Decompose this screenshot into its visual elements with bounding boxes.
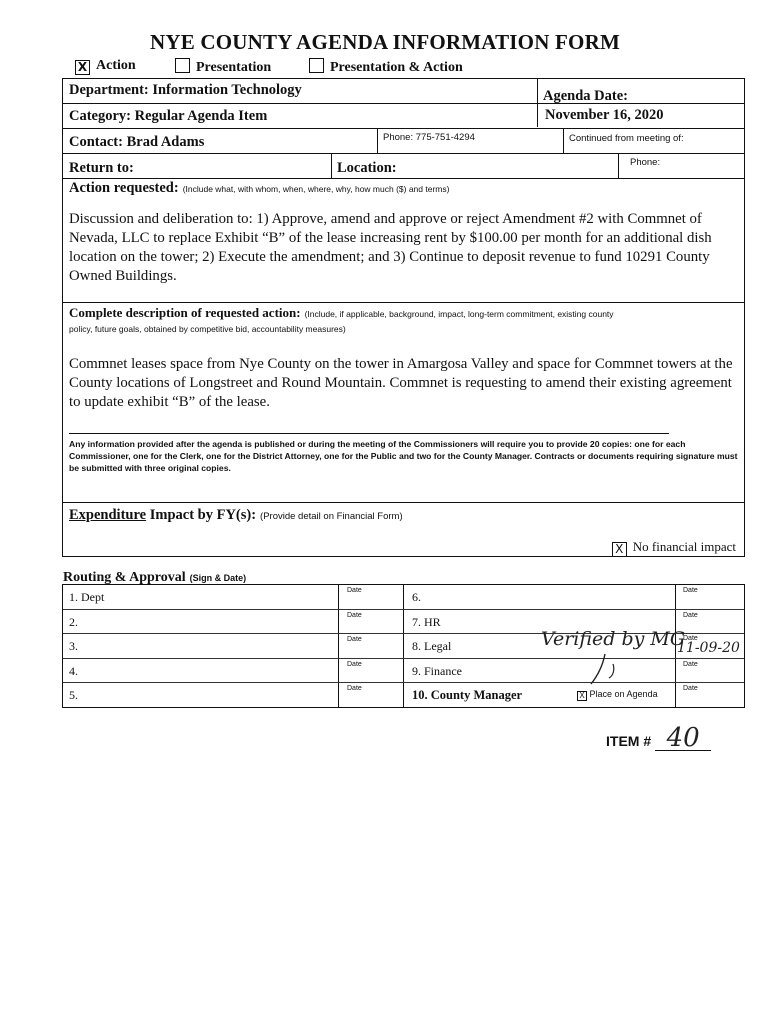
table-row	[63, 628, 744, 659]
department-field[interactable]: Department: Information Technology	[69, 82, 302, 98]
complete-description-section	[63, 303, 744, 503]
complete-desc-hint-b: policy, future goals, obtained by competitive bid, accountability measures)	[69, 324, 346, 334]
date-label[interactable]: Date	[347, 660, 362, 668]
action-requested-section	[63, 178, 744, 303]
action-requested-hint: (Include what, with whom, when, where, why, how much ($) and terms)	[182, 184, 450, 194]
department-row	[63, 79, 744, 104]
phone2-field[interactable]: Phone:	[630, 157, 661, 168]
table-row	[63, 683, 744, 707]
routing-hint: (Sign & Date)	[189, 573, 247, 583]
routing-county-manager[interactable]: 10. County Manager	[412, 688, 523, 702]
category-row	[63, 104, 744, 129]
contact-field[interactable]: Contact: Brad Adams	[69, 134, 205, 150]
table-row	[63, 659, 744, 684]
checkbox-presentation[interactable]	[175, 58, 190, 73]
routing-3[interactable]: 3.	[69, 639, 78, 653]
verified-signature: Verified by MG	[541, 628, 686, 650]
submission-notice: Any information provided after the agenda is published or during the meeting of the Commissioners will require you to provide 20 copies: one for each Commissioner, one for the Clerk, one for the District Attorney, one for the Public and two for the County Manager. Contracts or documents requiring signature must be submitted with three original copies.	[69, 439, 738, 473]
no-financial-impact[interactable]: X No financial impact	[612, 539, 736, 557]
expenditure-hint: (Provide detail on Financial Form)	[260, 511, 403, 522]
date-label[interactable]: Date	[347, 685, 362, 692]
routing-label: Routing & Approval	[63, 570, 186, 585]
date-label[interactable]: Date	[347, 636, 362, 643]
signature-stroke-icon	[585, 650, 625, 690]
verified-date: 11-09-20	[677, 640, 740, 656]
place-on-agenda-checkbox[interactable]: X	[577, 691, 587, 701]
place-on-agenda[interactable]: X Place on Agenda	[571, 683, 675, 707]
complete-desc-hint-a: (Include, if applicable, background, impact, long-term commitment, existing county	[304, 309, 614, 319]
table-row	[63, 585, 744, 610]
agenda-date-label: Agenda Date:	[543, 88, 628, 104]
complete-desc-label: Complete description of requested action:	[69, 305, 301, 320]
routing-hr[interactable]: 7. HR	[412, 614, 441, 629]
agenda-form	[62, 78, 745, 557]
date-label[interactable]: Date	[347, 587, 362, 594]
action-requested-text[interactable]: Discussion and deliberation to: 1) Approve, amend and approve or reject Amendment #2 with Commnet of Nevada, LLC to replace Exhibit “B” of the lease increasing rent by $100.00 per month for an additional dish location on the tower; 2) Execute the amendment; and 3) Continue to deposit revenue to fund 10291 County Owned Buildings.	[69, 211, 712, 284]
date-label[interactable]: Date	[683, 660, 698, 668]
contact-row	[63, 129, 744, 154]
checkbox-presentation-action[interactable]	[309, 58, 324, 73]
agenda-date-value[interactable]: November 16, 2020	[545, 107, 664, 123]
no-financial-checkbox[interactable]: X	[612, 542, 627, 557]
checkbox-action[interactable]: X	[75, 60, 90, 75]
date-label[interactable]: Date	[683, 611, 698, 619]
return-to-field[interactable]: Return to:	[69, 160, 134, 176]
continued-field[interactable]: Continued from meeting of:	[569, 133, 684, 144]
date-label[interactable]: Date	[347, 611, 362, 619]
routing-dept[interactable]: 1. Dept	[69, 590, 105, 604]
item-number-block	[606, 723, 711, 753]
option-action[interactable]: X Action	[75, 58, 136, 75]
date-label[interactable]: Date	[683, 635, 698, 642]
routing-4[interactable]: 4.	[69, 663, 78, 678]
form-title: NYE COUNTY AGENDA INFORMATION FORM	[150, 30, 620, 54]
routing-finance[interactable]: 9. Finance	[412, 663, 462, 678]
category-field[interactable]: Category: Regular Agenda Item	[69, 108, 268, 124]
option-presentation[interactable]: Presentation	[175, 58, 271, 76]
routing-6[interactable]: 6.	[412, 590, 421, 604]
date-label[interactable]: Date	[683, 587, 698, 594]
phone-field[interactable]: Phone: 775-751-4294	[383, 132, 475, 143]
routing-table	[62, 584, 745, 708]
action-requested-label: Action requested:	[69, 180, 179, 196]
expenditure-label-a: Expenditure	[69, 507, 147, 523]
date-label[interactable]: Date	[683, 685, 698, 692]
expenditure-section	[63, 503, 744, 556]
routing-2[interactable]: 2.	[69, 614, 78, 629]
routing-5[interactable]: 5.	[69, 688, 78, 702]
item-label: ITEM #	[606, 733, 652, 749]
item-number: 40	[655, 726, 711, 751]
option-presentation-action[interactable]: Presentation & Action	[309, 58, 463, 76]
complete-desc-text[interactable]: Commnet leases space from Nye County on the tower in Amargosa Valley and space for Commnet towers at the County locations of Longstreet and Round Mountain. Commnet is requesting to amend their existing agreement to update exhibit “B” of the lease.	[69, 356, 733, 410]
routing-legal[interactable]: 8. Legal	[412, 639, 452, 653]
expenditure-label-b: Impact by FY(s):	[146, 507, 257, 523]
return-row	[63, 154, 744, 178]
location-field[interactable]: Location:	[337, 160, 397, 176]
